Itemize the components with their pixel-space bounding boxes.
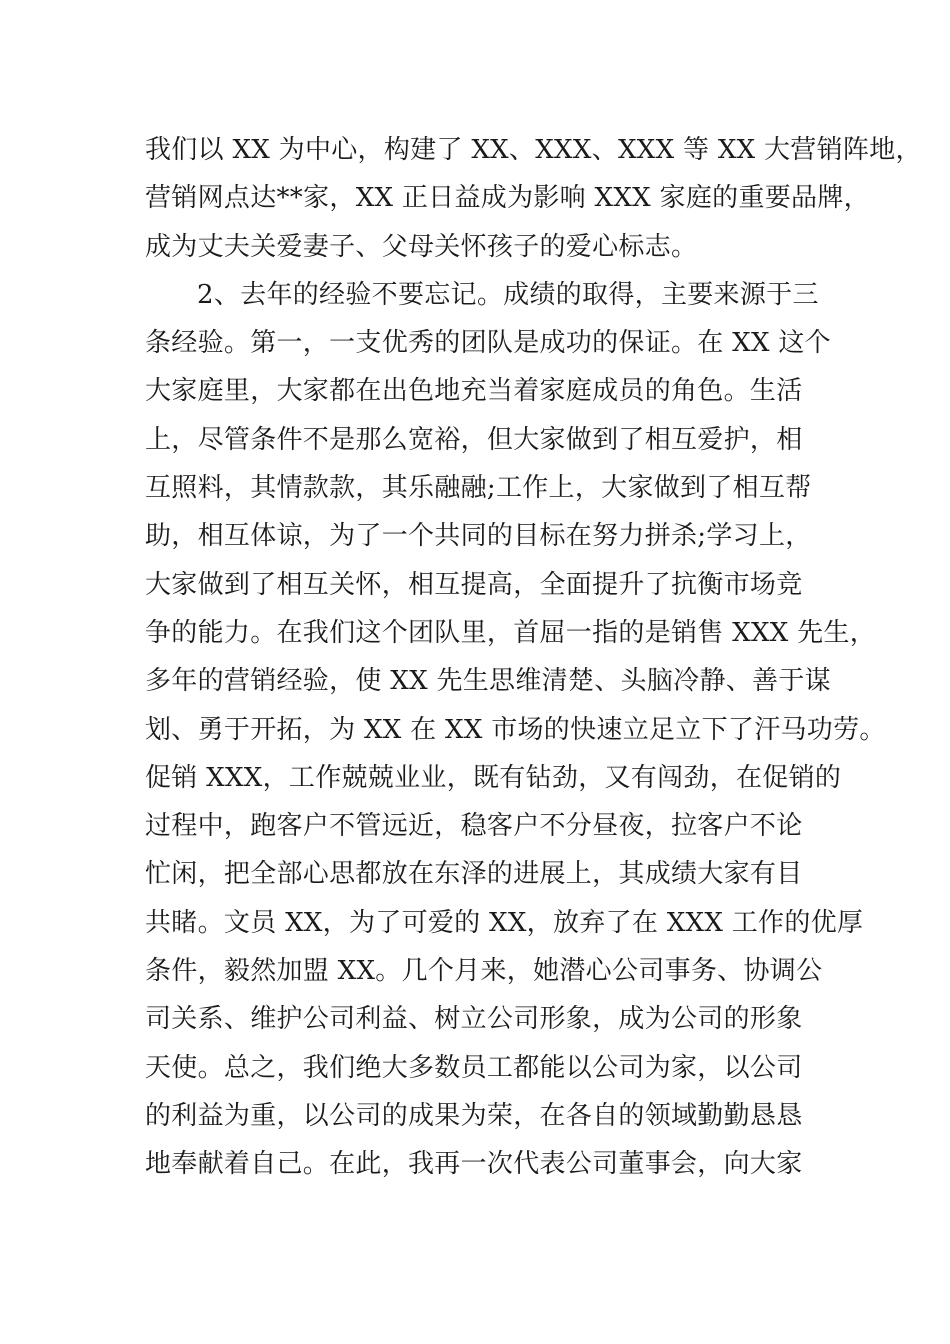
text-line: 助，相互体谅，为了一个共同的目标在努力拼杀;学习上， [145,521,812,552]
text-line: 争的能力。在我们这个团队里，首屈一指的是销售 XXX 先生， [145,617,877,648]
body-text [145,126,922,1189]
text-line: 大家做到了相互关怀，相互提高，全面提升了抗衡市场竞 [145,569,803,600]
paragraph-start-line: 2、去年的经验不要忘记。成绩的取得，主要来源于三 [197,279,819,310]
text-line: 条经验。第一，一支优秀的团队是成功的保证。在 XX 这个 [145,328,831,359]
text-line: 的利益为重，以公司的成果为荣，在各自的领域勤勤恳恳 [145,1100,803,1131]
text-line: 大家庭里，大家都在出色地充当着家庭成员的角色。生活 [145,376,803,407]
text-line: 营销网点达**家，XX 正日益成为影响 XXX 家庭的重要品牌， [145,183,870,214]
text-line: 成为丈夫关爱妻子、父母关怀孩子的爱心标志。 [145,231,698,262]
text-line: 司关系、维护公司利益、树立公司形象，成为公司的形象 [145,1004,803,1035]
text-line: 条件，毅然加盟 XX。几个月来，她潜心公司事务、协调公 [145,956,823,987]
text-line: 上，尽管条件不是那么宽裕，但大家做到了相互爱护，相 [145,424,803,455]
text-line: 地奉献着自己。在此，我再一次代表公司董事会，向大家 [145,1149,803,1180]
text-line: 共睹。文员 XX，为了可爱的 XX，放弃了在 XXX 工作的优厚 [145,907,864,938]
text-line: 我们以 XX 为中心，构建了 XX、XXX、XXX 等 XX 大营销阵地， [145,135,922,165]
text-line: 天使。总之，我们绝大多数员工都能以公司为家，以公司 [145,1052,803,1083]
text-line: 划、勇于开拓，为 XX 在 XX 市场的快速立足立下了汗马功劳。 [145,714,886,745]
text-line: 互照料，其情款款，其乐融融;工作上，大家做到了相互帮 [145,473,812,504]
text-line: 过程中，跑客户不管远近，稳客户不分昼夜，拉客户不论 [145,811,803,842]
text-line: 忙闲，把全部心思都放在东泽的进展上，其成绩大家有目 [145,859,803,890]
text-line: 多年的营销经验，使 XX 先生思维清楚、头脑冷静、善于谋 [145,666,831,697]
text-line: 促销 XXX，工作兢兢业业，既有钻劲，又有闯劲，在促销的 [145,762,842,793]
